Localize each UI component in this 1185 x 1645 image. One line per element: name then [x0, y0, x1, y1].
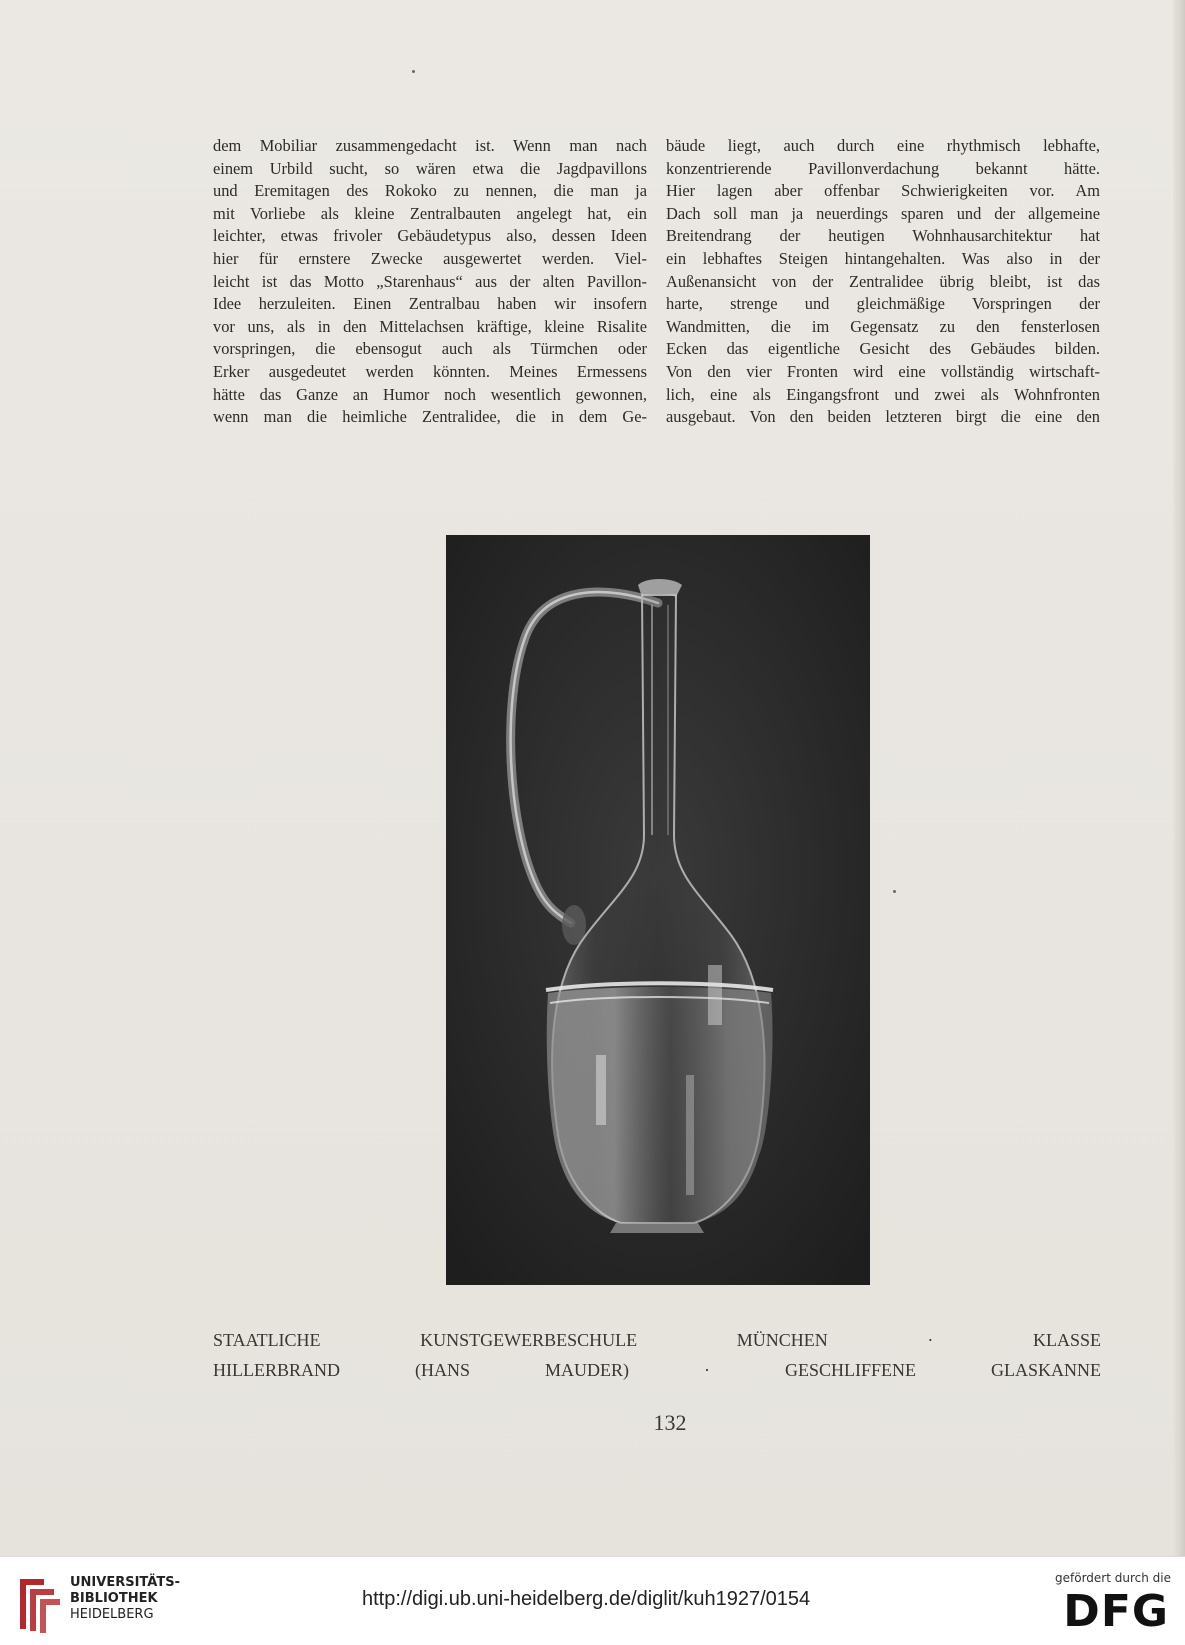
text-line: Breitendrang der heutigen Wohnhausarchitektur hat — [666, 226, 1100, 246]
text-line: wenn man die heimliche Zentralidee, die in dem Ge- — [213, 407, 647, 427]
library-logo-icon[interactable] — [14, 1571, 64, 1635]
text-line: lich, eine als Eingangsfront und zwei als Wohnfronten — [666, 384, 1100, 404]
dfg-logo[interactable]: DFG — [1063, 1586, 1169, 1637]
text-line: Wandmitten, die im Gegensatz zu den fensterlosen — [666, 316, 1100, 336]
text-line: Außenansicht von der Zentralidee übrig bleibt, ist das — [666, 271, 1100, 291]
text-line: Idee herzuleiten. Einen Zentralbau haben wir insofern — [213, 294, 647, 314]
text-line: harte, strenge und gleichmäßige Vorspringen der — [666, 294, 1100, 314]
page-number: 132 — [653, 1410, 687, 1435]
text-line: und Eremitagen des Rokoko zu nennen, die man ja — [213, 181, 647, 201]
funded-by-label: gefördert durch die — [1055, 1571, 1171, 1585]
text-line: ein lebhaftes Steigen hintangehalten. Was also in der — [666, 248, 1100, 268]
page-edge-shadow — [1173, 0, 1185, 1556]
left-text-column — [213, 135, 647, 429]
text-line: Von den vier Fronten wird eine vollständig wirtschaft- — [666, 361, 1100, 381]
text-line: Ecken das eigentliche Gesicht des Gebäudes bilden. — [666, 339, 1100, 359]
text-line: ausgebaut. Von den beiden letzteren birgt die eine den — [666, 407, 1100, 427]
text-line: hätte das Ganze an Humor noch wesentlich gewonnen, — [213, 384, 647, 404]
text-line: bäude liegt, auch durch eine rhythmisch lebhafte, — [666, 136, 1100, 155]
caption-line-2: HILLERBRAND (HANS MAUDER) · GESCHLIFFENE GLASKANNE — [213, 1360, 1101, 1380]
text-line: Dach soll man ja neuerdings sparen und der allgemeine — [666, 203, 1100, 223]
text-line: vor uns, als in den Mittelachsen kräftige, kleine Risalite — [213, 316, 647, 336]
text-line: Hier lagen aber offenbar Schwierigkeiten vor. Am — [666, 181, 1100, 201]
text-line: vorspringen, die ebensogut auch als Türmchen oder — [213, 339, 647, 359]
right-text-column — [666, 135, 1100, 429]
digitization-footer — [0, 1556, 1185, 1645]
caption-line-1: STAATLICHE KUNSTGEWERBESCHULE MÜNCHEN · KLASSE — [213, 1330, 1101, 1350]
permalink-url[interactable]: http://digi.ub.uni-heidelberg.de/diglit/kuh1927/0154 — [362, 1588, 811, 1610]
text-line: hier für ernstere Zwecke ausgewertet werden. Viel- — [213, 248, 647, 268]
text-line: leicht ist das Motto „Starenhaus“ aus der alten Pavillon- — [213, 271, 647, 291]
glass-jug-image — [446, 535, 870, 1285]
library-name-line-3: HEIDELBERG — [70, 1607, 154, 1622]
library-name-line-1: UNIVERSITÄTS- — [70, 1575, 180, 1590]
text-line: mit Vorliebe als kleine Zentralbauten angelegt hat, ein — [213, 203, 647, 223]
paper-speck — [893, 890, 896, 893]
library-name-line-2: BIBLIOTHEK — [70, 1591, 158, 1606]
text-line: konzentrierende Pavillonverdachung bekannt hätte. — [666, 158, 1100, 178]
text-line: Erker ausgedeutet werden könnten. Meines Ermessens — [213, 361, 647, 381]
text-line: einem Urbild sucht, so wären etwa die Jagdpavillons — [213, 158, 647, 178]
library-name[interactable] — [70, 1575, 180, 1623]
text-line: dem Mobiliar zusammengedacht ist. Wenn man nach — [213, 136, 647, 155]
text-line: leichter, etwas frivoler Gebäudetypus also, dessen Ideen — [213, 226, 647, 246]
paper-speck — [412, 70, 415, 73]
glass-jug-photograph — [446, 535, 870, 1285]
